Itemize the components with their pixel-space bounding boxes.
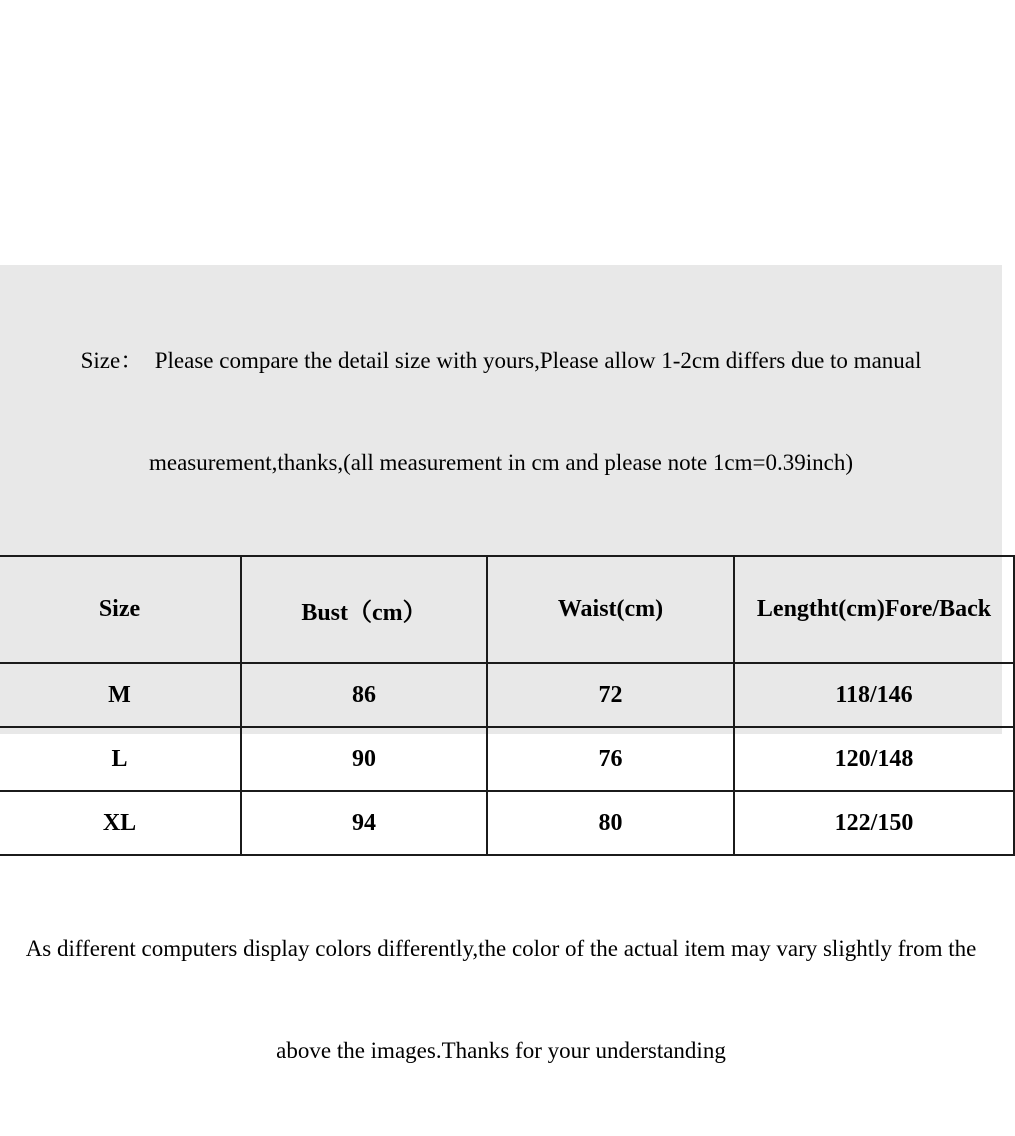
table-row-xl bbox=[0, 791, 1014, 855]
table-row-l bbox=[0, 727, 1014, 791]
column-header-bust: Bust（cm） bbox=[241, 556, 487, 663]
color-disclaimer-line-2: above the images.Thanks for your understanding bbox=[276, 1038, 726, 1063]
size-chart-panel bbox=[0, 265, 1002, 1063]
cell-size-l: L bbox=[0, 727, 241, 791]
cell-bust-m: 86 bbox=[241, 663, 487, 727]
color-disclaimer bbox=[0, 856, 1002, 1136]
color-disclaimer-line-1: As different computers display colors differently,the color of the actual item may vary slightly from the bbox=[25, 936, 977, 961]
column-header-waist: Waist(cm) bbox=[487, 556, 734, 663]
measurement-note-line-2: measurement,thanks,(all measurement in cm and please note 1cm=0.39inch) bbox=[148, 450, 853, 475]
cell-length-m: 118/146 bbox=[734, 663, 1014, 727]
size-table-header-row bbox=[0, 556, 1014, 663]
cell-waist-m: 72 bbox=[487, 663, 734, 727]
cell-waist-l: 76 bbox=[487, 727, 734, 791]
size-table bbox=[0, 555, 1015, 856]
column-header-length: Lengtht(cm)Fore/Back bbox=[734, 556, 1014, 663]
measurement-note bbox=[0, 265, 1002, 548]
cell-length-l: 120/148 bbox=[734, 727, 1014, 791]
cell-waist-xl: 80 bbox=[487, 791, 734, 855]
cell-length-xl: 122/150 bbox=[734, 791, 1014, 855]
cell-bust-xl: 94 bbox=[241, 791, 487, 855]
cell-bust-l: 90 bbox=[241, 727, 487, 791]
column-header-size: Size bbox=[0, 556, 241, 663]
measurement-note-line-1: Size： Please compare the detail size with yours,Please allow 1-2cm differs due to manual bbox=[80, 348, 922, 373]
cell-size-xl: XL bbox=[0, 791, 241, 855]
table-row-m bbox=[0, 663, 1014, 727]
cell-size-m: M bbox=[0, 663, 241, 727]
